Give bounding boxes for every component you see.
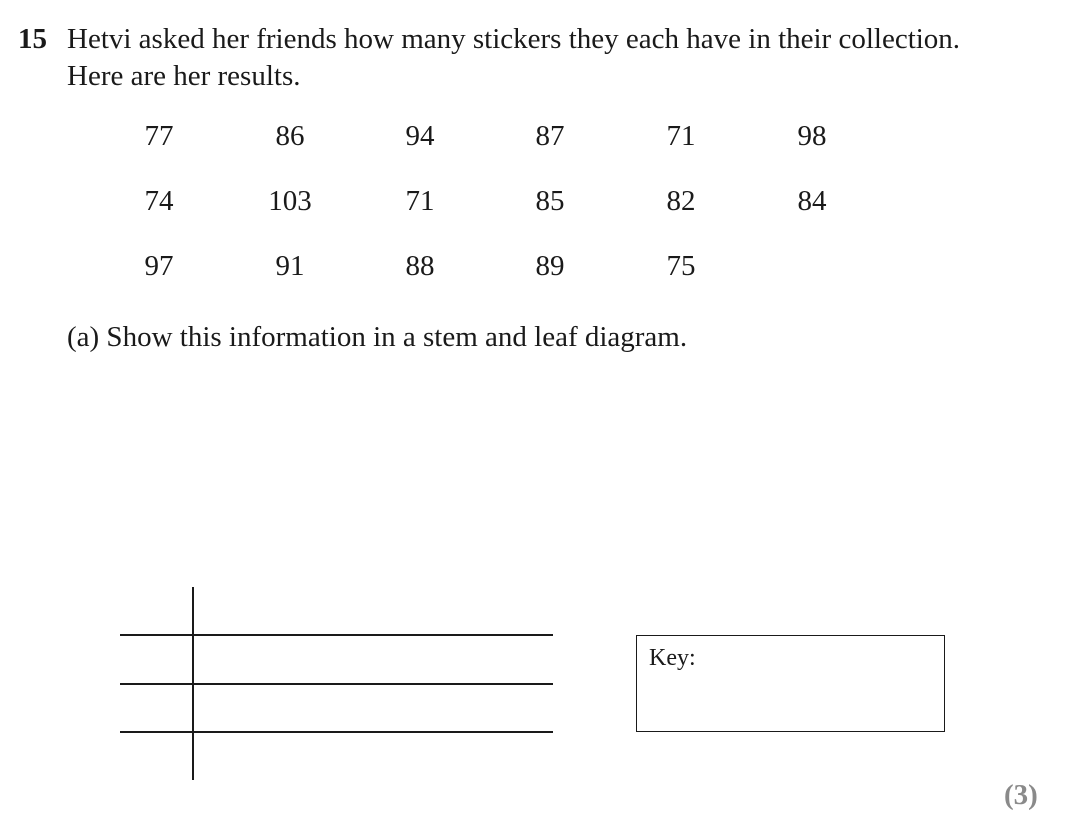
result-value: 94	[405, 120, 435, 152]
question-text-line-1: Hetvi asked her friends how many stickers they each have in their collection.	[67, 23, 961, 55]
result-value: 75	[666, 250, 696, 282]
answer-row-4[interactable]	[120, 733, 553, 779]
result-value: 87	[535, 120, 565, 152]
answer-row-2[interactable]	[120, 636, 553, 682]
key-box[interactable]	[636, 635, 945, 732]
key-label: Key:	[649, 645, 696, 671]
question-text-line-2: Here are her results.	[67, 60, 301, 92]
result-value: 77	[144, 120, 174, 152]
result-value: 85	[535, 185, 565, 217]
result-value: 88	[405, 250, 435, 282]
answer-row-3[interactable]	[120, 685, 553, 731]
result-value: 89	[535, 250, 565, 282]
result-value: 103	[268, 185, 312, 217]
result-value: 82	[666, 185, 696, 217]
result-value: 74	[144, 185, 174, 217]
result-value: 71	[405, 185, 435, 217]
answer-row-1[interactable]	[120, 587, 553, 633]
result-value: 71	[666, 120, 696, 152]
result-value: 84	[797, 185, 827, 217]
result-value: 86	[275, 120, 305, 152]
stem-and-leaf-diagram	[120, 587, 553, 780]
result-value: 91	[275, 250, 305, 282]
part-a-instruction: (a) Show this information in a stem and leaf diagram.	[67, 321, 688, 353]
marks-indicator: (3)	[1004, 779, 1038, 811]
result-value: 97	[144, 250, 174, 282]
question-number: 15	[18, 23, 47, 55]
result-value: 98	[797, 120, 827, 152]
